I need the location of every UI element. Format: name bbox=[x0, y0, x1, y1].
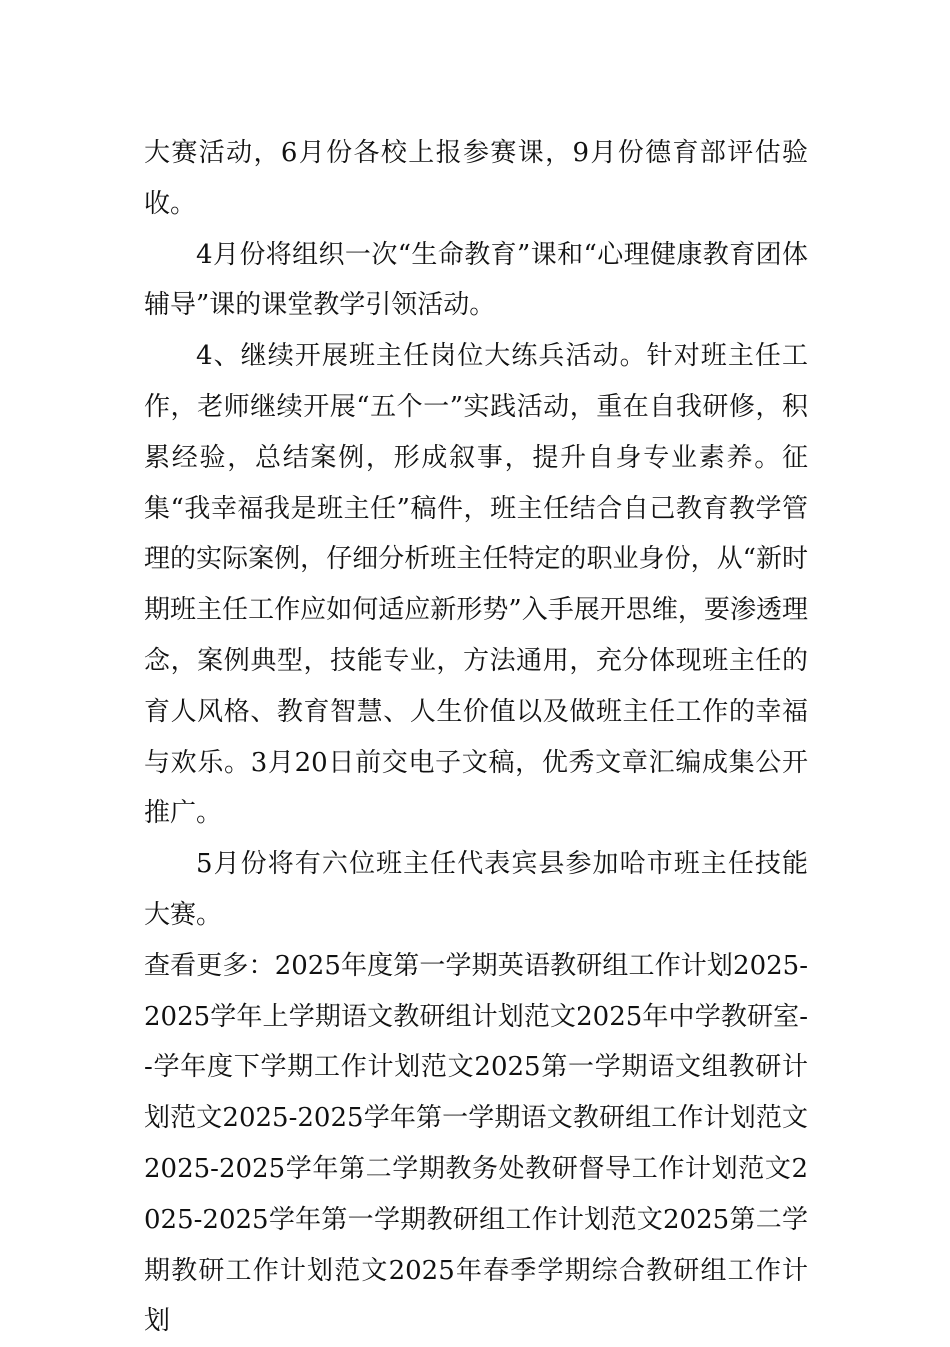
paragraph-3: 4、继续开展班主任岗位大练兵活动。针对班主任工作，老师继续开展“五个一”实践活动，重在自我研修，积累经验，总结案例，形成叙事，提升自身专业素养。征集“我幸福我是班主任”稿件，班主任结合自己教育教学管理的实际案例，仔细分析班主任特定的职业身份，从“新时期班主任工作应如何适应新形势”入手展开思维，要渗透理念，案例典型，技能专业，方法通用，充分体现班主任的育人风格、教育智慧、人生价值以及做班主任工作的幸福与欢乐。3月20日前交电子文稿，优秀文章汇编成集公开推广。 bbox=[144, 341, 808, 829]
paragraph-4: 5月份将有六位班主任代表宾县参加哈市班主任技能大赛。 bbox=[144, 849, 808, 930]
document-page bbox=[144, 128, 808, 1347]
paragraph-2: 4月份将组织一次“生命教育”课和“心理健康教育团体辅导”课的课堂教学引领活动。 bbox=[144, 239, 808, 321]
see-more-links[interactable]: 2025年度第一学期英语教研组工作计划2025-2025学年上学期语文教研组计划范文2025年中学教研室--学年度下学期工作计划范文2025第一学期语文组教研计划范文2025-2025学年第一学期语文教研组工作计划范文2025-2025学年第二学期教务处教研督导工作计划范文2025-2025学年第一学期教研组工作计划范文2025第二学期教研工作计划范文2025年春季学期综合教研组工作计划 bbox=[144, 950, 808, 1337]
paragraph-1: 大赛活动，6月份各校上报参赛课，9月份德育部评估验收。 bbox=[144, 138, 808, 219]
see-more-label: 查看更多： bbox=[144, 950, 275, 981]
see-more-paragraph bbox=[144, 941, 808, 1347]
